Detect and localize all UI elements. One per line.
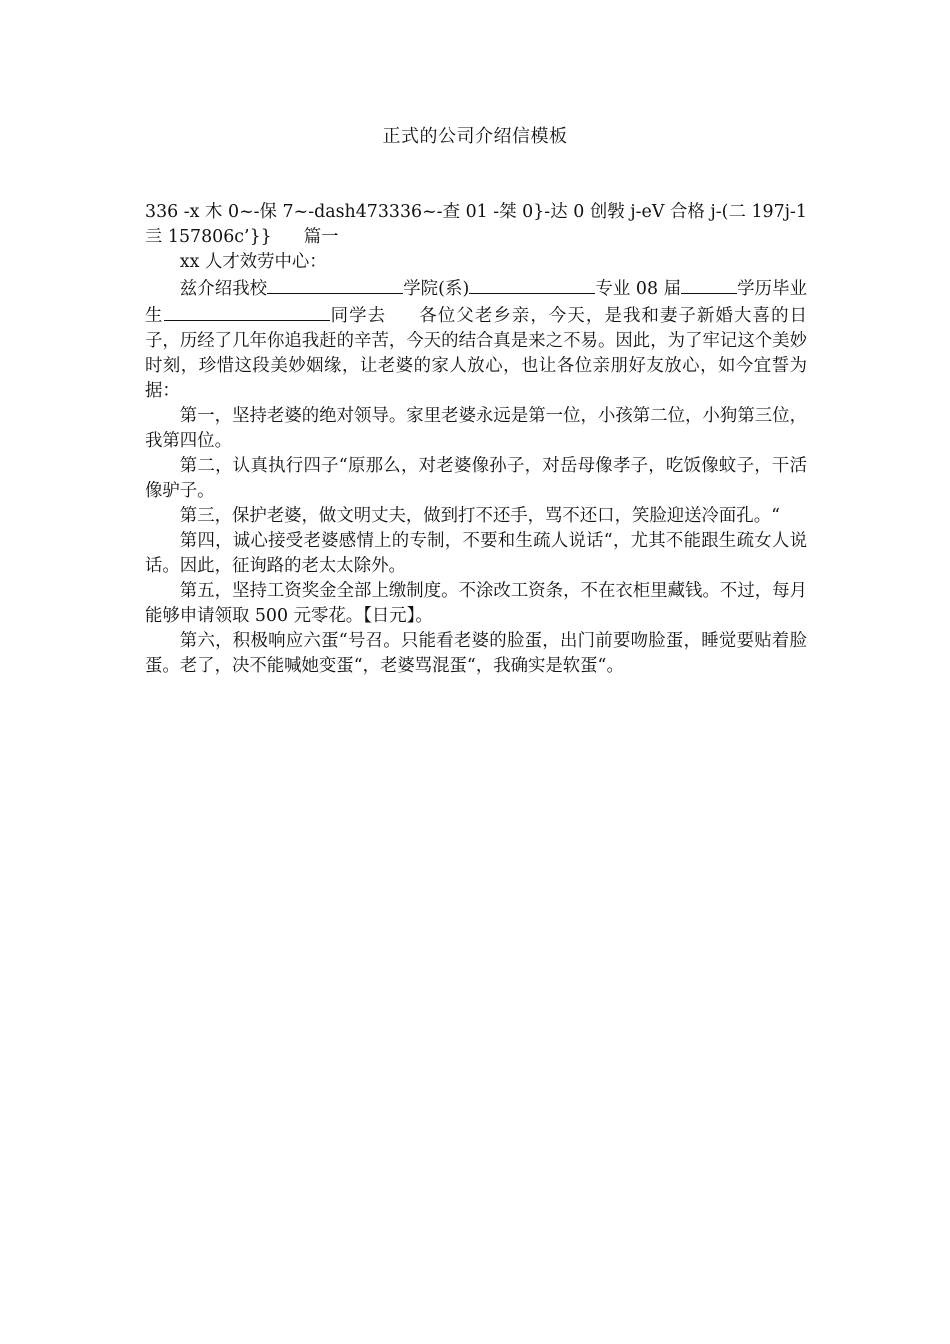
- intro-text-4: 学历毕业生: [145, 279, 807, 326]
- intro-text-5: 同学去: [329, 306, 387, 326]
- item-paragraph-5: 第五，坚持工资奖金全部上缴制度。不涂改工资条，不在衣柜里藏钱。不过，每月能够申请领取 500 元零花。【日元】。: [145, 581, 807, 626]
- item-paragraph-3: 第三，保护老婆，做文明丈夫，做到打不还手，骂不还口，笑脸迎送冷面孔。“: [179, 506, 780, 526]
- item-paragraph-1: 第一，坚持老婆的绝对领导。家里老婆永远是第一位，小孩第二位，小狗第三位，我第四位。: [145, 406, 807, 451]
- blank-line-degree: [681, 275, 737, 294]
- header-code-text: 336 -x 木 0~-保 7~-dash473336~-查 01 -桀 0}-达 0 创斅 j-eV 合格 j-(二 197j-1 亖 157806c’}}: [145, 202, 807, 247]
- salutation: xx 人才效劳中心：: [179, 252, 327, 272]
- document-title: 正式的公司介绍信模板: [382, 126, 568, 147]
- document-body: [145, 200, 807, 679]
- intro-text-1: 兹介绍我校: [179, 279, 268, 299]
- intro-text-2: 学院(系): [403, 279, 470, 299]
- item-paragraph-6: 第六，积极响应六蛋“号召。只能看老婆的脸蛋，出门前要吻脸蛋，睡觉要贴着脸蛋。老了，决不能喊她变蛋“，老婆骂混蛋“，我确实是软蛋“。: [145, 631, 807, 676]
- blank-line-school: [267, 275, 403, 294]
- blank-line-name: [164, 302, 330, 321]
- blank-line-department: [469, 275, 595, 294]
- intro-text-3: 专业 08 届: [595, 279, 682, 299]
- section-label: 篇一: [303, 227, 339, 247]
- header-line: [145, 200, 807, 250]
- item-paragraph-4: 第四，诚心接受老婆感情上的专制，不要和生疏人说话“，尤其不能跟生疏女人说话。因此，征询路的老太太除外。: [145, 531, 807, 576]
- intro-text-6: 各位父老乡亲，今天，是我和妻子新婚大喜的日子，历经了几年你追我赶的辛苦，今天的结合真是来之不易。因此，为了牢记这个美妙时刻，珍惜这段美妙姻缘，让老婆的家人放心，也让各位亲朋好友放心，如今宜誓为据：: [145, 306, 807, 401]
- item-paragraph-2: 第二，认真执行四子“原那么，对老婆像孙子，对岳母像孝子，吃饭像蚊子，干活像驴子。: [145, 456, 807, 501]
- intro-paragraph: [145, 275, 807, 404]
